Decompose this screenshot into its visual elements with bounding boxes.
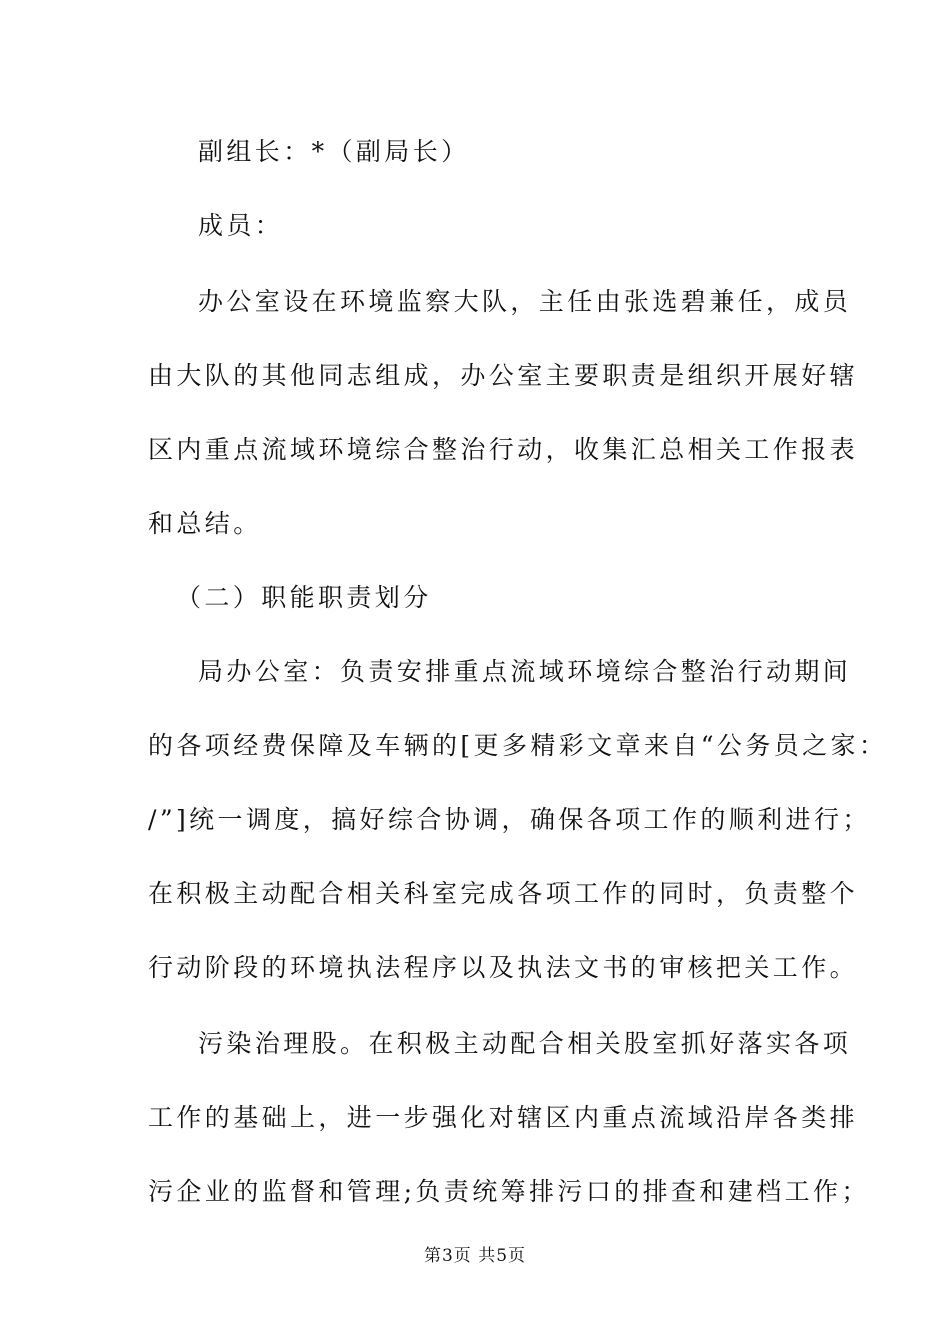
- paragraph-line: 污企业的监督和管理;负责统筹排污口的排查和建档工作；: [148, 1177, 870, 1206]
- paragraph-line: 由大队的其他同志组成，办公室主要职责是组织开展好辖: [148, 361, 859, 390]
- paragraph-line: /”]统一调度，搞好综合协调，确保各项工作的顺利进行；: [148, 805, 871, 834]
- paragraph-line: 行动阶段的环境执法程序以及执法文书的审核把关工作。: [148, 953, 859, 982]
- members-line: 成员：: [198, 211, 284, 240]
- paragraph-line: 和总结。: [148, 509, 262, 538]
- paragraph-line: 区内重点流域环境综合整治行动，收集汇总相关工作报表: [148, 435, 859, 464]
- paragraph-line: 工作的基础上，进一步强化对辖区内重点流域沿岸各类排: [148, 1103, 859, 1132]
- paragraph-line: 办公室设在环境监察大队，主任由张选碧兼任，成员: [198, 287, 852, 316]
- page-number-footer: 第3页 共5页: [423, 1246, 527, 1266]
- paragraph-line: 污染治理股。在积极主动配合相关股室抓好落实各项: [198, 1029, 852, 1058]
- vice-leader-line: 副组长：*（副局长）: [198, 137, 470, 166]
- section-heading: （二）职能职责划分: [176, 583, 432, 612]
- paragraph-line: 局办公室：负责安排重点流域环境综合整治行动期间: [198, 657, 852, 686]
- paragraph-line: 的各项经费保障及车辆的[更多精彩文章来自“公务员之家：: [148, 731, 888, 760]
- paragraph-line: 在积极主动配合相关科室完成各项工作的同时，负责整个: [148, 879, 859, 908]
